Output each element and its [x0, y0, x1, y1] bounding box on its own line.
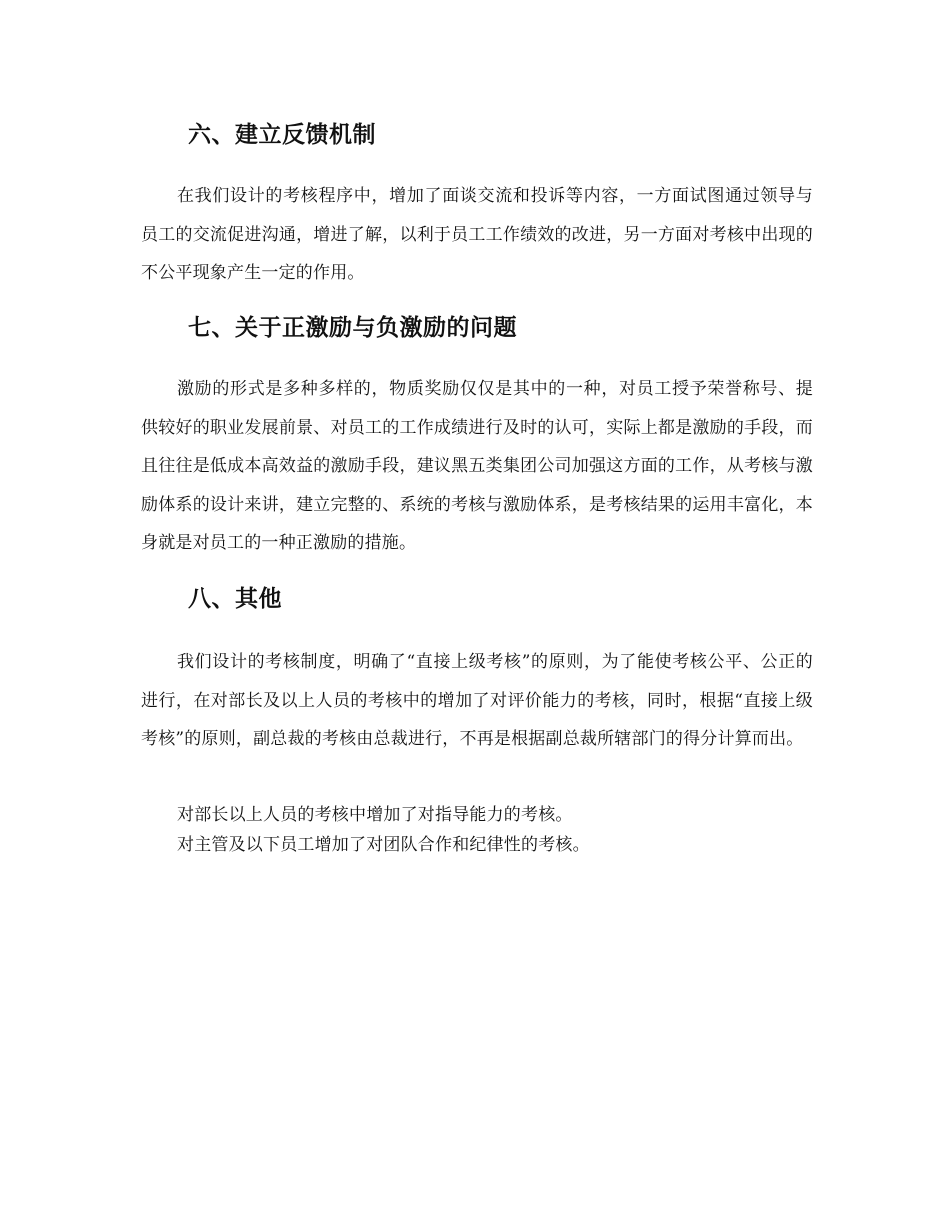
- paragraph-incentives: 激励的形式是多种多样的，物质奖励仅仅是其中的一种，对员工授予荣誉称号、提供较好的职业发展前景、对员工的工作成绩进行及时的认可，实际上都是激励的手段，而且往往是低成本高效益的激励手段，建议黑五类集团公司加强这方面的工作，从考核与激励体系的设计来讲，建立完整的、系统的考核与激励体系，是考核结果的运用丰富化，本身就是对员工的一种正激励的措施。: [141, 379, 813, 553]
- paragraph-other-teamwork-discipline: 对主管及以下员工增加了对团队合作和纪律性的考核。: [177, 835, 590, 855]
- section-heading-feedback-mechanism: 六、建立反馈机制: [188, 121, 376, 148]
- paragraph-other-main: 我们设计的考核制度，明确了“直接上级考核”的原则，为了能使考核公平、公正的进行，在对部长及以上人员的考核中的增加了对评价能力的考核，同时，根据“直接上级考核”的原则，副总裁的考核由总裁进行，不再是根据副总裁所辖部门的得分计算而出。: [141, 652, 813, 749]
- section-heading-incentives: 七、关于正激励与负激励的问题: [188, 314, 517, 341]
- paragraph-other-guidance-ability: 对部长以上人员的考核中增加了对指导能力的考核。: [177, 805, 573, 825]
- paragraph-feedback-mechanism: 在我们设计的考核程序中，增加了面谈交流和投诉等内容，一方面试图通过领导与员工的交流促进沟通，增进了解，以利于员工工作绩效的改进，另一方面对考核中出现的不公平现象产生一定的作用。: [141, 186, 813, 283]
- section-heading-other: 八、其他: [188, 585, 282, 612]
